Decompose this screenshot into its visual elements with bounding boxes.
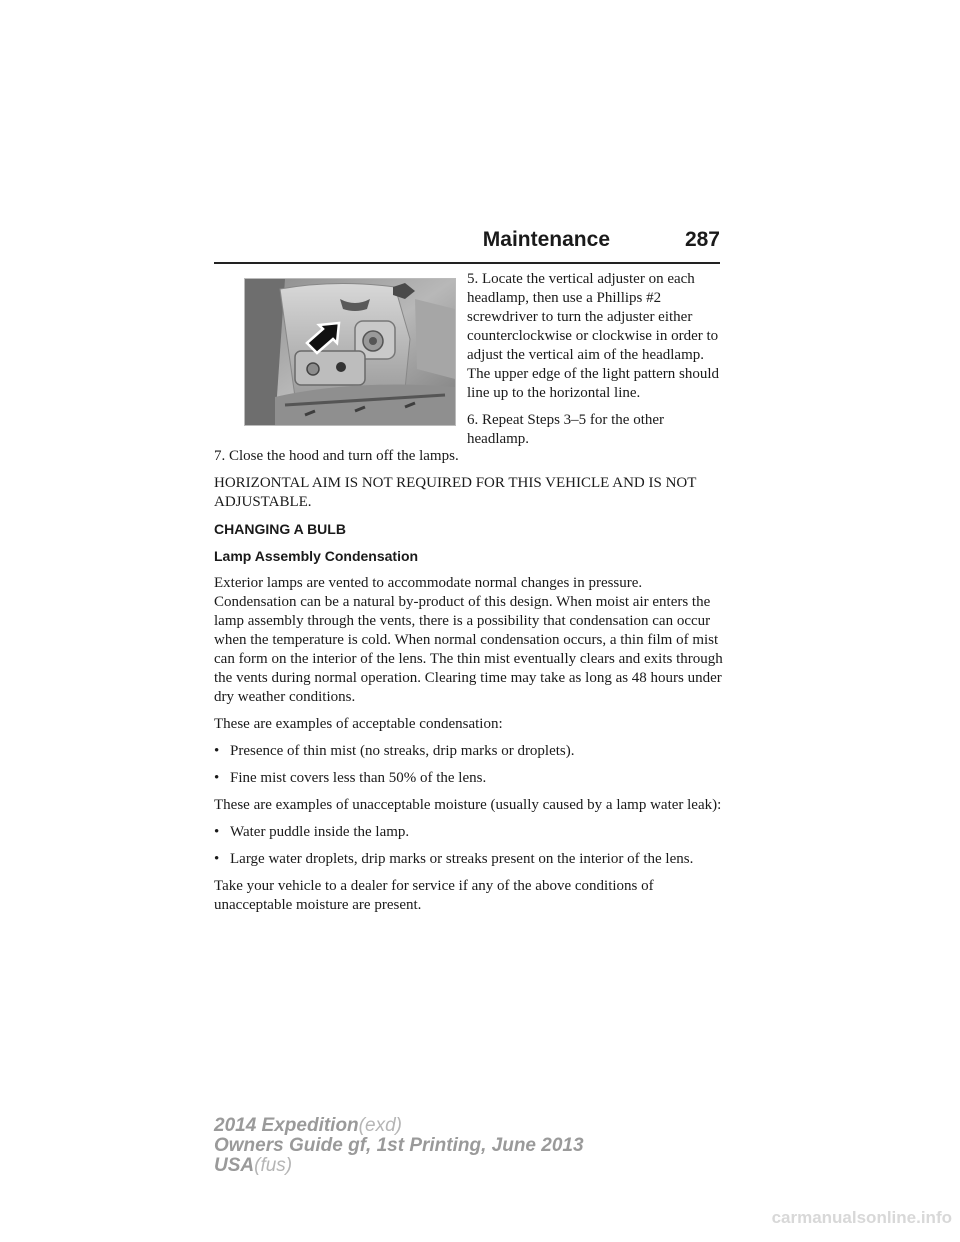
watermark: carmanualsonline.info	[771, 1208, 952, 1227]
list-item: • Water puddle inside the lamp.	[214, 823, 724, 842]
horizontal-aim-note: HORIZONTAL AIM IS NOT REQUIRED FOR THIS VEHICLE AND IS NOT ADJUSTABLE.	[214, 475, 697, 510]
footer-line-3	[214, 1156, 584, 1176]
main-body	[214, 447, 724, 923]
footer-line-1	[214, 1116, 584, 1136]
footer-market-code: (fus)	[254, 1155, 293, 1176]
page-number: 287	[684, 228, 720, 251]
step-7: 7. Close the hood and turn off the lamps.	[214, 448, 459, 464]
list-item: • Presence of thin mist (no streaks, drip marks or droplets).	[214, 742, 724, 761]
step-6: 6. Repeat Steps 3–5 for the other headlamp.	[467, 412, 665, 447]
acceptable-list	[214, 742, 724, 788]
step-5: 5. Locate the vertical adjuster on each headlamp, then use a Phillips #2 screwdriver to turn the adjuster either counterclockwise or clockwise in order to adjust the vertical aim of the headlamp. The upper edge of the light pattern should line up to the horizontal line.	[467, 271, 720, 401]
footer-line-2	[214, 1136, 584, 1156]
adjustment-steps	[467, 270, 722, 457]
headlamp-adjuster-figure	[244, 278, 456, 426]
document-footer	[214, 1116, 584, 1176]
closing-paragraph: Take your vehicle to a dealer for service if any of the above conditions of unacceptable moisture are present.	[214, 878, 654, 913]
list-item: • Large water droplets, drip marks or streaks present on the interior of the lens.	[214, 850, 724, 869]
list-item: • Fine mist covers less than 50% of the lens.	[214, 769, 724, 788]
footer-model-code: (exd)	[358, 1115, 402, 1136]
unacceptable-list	[214, 823, 724, 869]
headlamp-adjuster-photo-icon	[245, 279, 455, 425]
footer-printing: Owners Guide gf, 1st Printing, June 2013	[214, 1135, 584, 1156]
footer-model: 2014 Expedition	[214, 1115, 359, 1136]
heading-changing-a-bulb: CHANGING A BULB	[214, 521, 346, 537]
footer-market: USA	[214, 1155, 255, 1176]
condensation-paragraph: Exterior lamps are vented to accommodate normal changes in pressure. Condensation can be a natural by-product of this design. When moist air enters the lamp assembly through the vents, there is a possibility that condensation can occur when the temperature is cold. When normal condensation occurs, a thin film of mist can form on the interior of the lens. The thin mist eventually clears and exits through the vents during normal operation. Clearing time may take as long as 48 hours under dry weather conditions.	[214, 575, 723, 705]
heading-lamp-condensation: Lamp Assembly Condensation	[214, 548, 419, 564]
page-header	[214, 228, 720, 262]
acceptable-intro: These are examples of acceptable condensation:	[214, 716, 503, 732]
section-title: Maintenance	[482, 228, 610, 251]
header-divider	[214, 262, 720, 264]
unacceptable-intro: These are examples of unacceptable moisture (usually caused by a lamp water leak):	[214, 797, 722, 813]
